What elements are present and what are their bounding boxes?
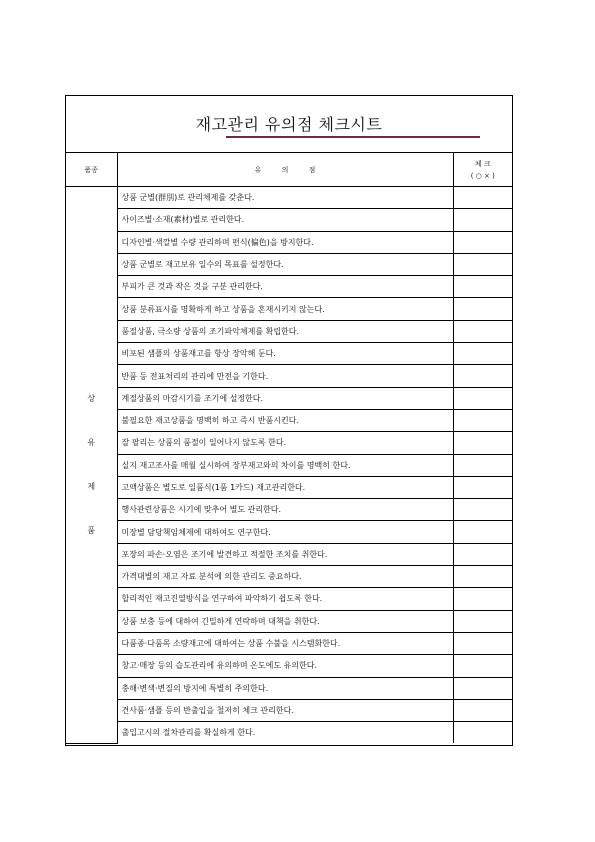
table-row: [66, 343, 512, 365]
check-cell[interactable]: [453, 699, 512, 721]
checklist-item-text: 상품 군별로 재고보유 일수의 목표를 설정한다.: [117, 253, 453, 275]
table-row: [66, 298, 512, 320]
checklist-item-text: 상품 분류표시를 명확하게 하고 상품을 혼재시키지 않는다.: [117, 298, 453, 320]
header-check: 체 크 ( ○ × ): [453, 153, 512, 187]
table-row: [66, 632, 512, 654]
table-row: [66, 387, 512, 409]
check-cell[interactable]: [453, 231, 512, 253]
checklist-item-text: 가격대별의 재고 자료 분석에 의한 관리도 중요하다.: [117, 566, 453, 588]
header-notes: 유 의 점: [117, 153, 453, 187]
check-cell[interactable]: [453, 499, 512, 521]
category-cell: [66, 187, 117, 744]
page-title: 재고관리 유의점 체크시트: [195, 115, 383, 134]
table-row: [66, 432, 512, 454]
table-row: [66, 409, 512, 431]
category-char: 유: [87, 437, 96, 447]
check-cell[interactable]: [453, 632, 512, 654]
check-cell[interactable]: [453, 187, 512, 209]
title-area: [66, 96, 512, 153]
check-cell[interactable]: [453, 320, 512, 342]
check-cell[interactable]: [453, 476, 512, 498]
category-char: 상: [87, 393, 96, 403]
check-cell[interactable]: [453, 276, 512, 298]
checklist-item-text: 행사관련상품은 시기에 맞추어 별도 관리한다.: [117, 499, 453, 521]
checklist-item-text: 비포된 샘플의 상품재고를 항상 장악해 둔다.: [117, 343, 453, 365]
category-char: 제: [87, 481, 96, 491]
checklist-item-text: 상품 군별(群別)로 관리체제를 갖춘다.: [117, 187, 453, 209]
check-cell[interactable]: [453, 253, 512, 275]
checklist-item-text: 잘 팔리는 상품의 품절이 일어나지 않도록 한다.: [117, 432, 453, 454]
table-row: [66, 677, 512, 699]
checklist-item-text: 미장별 담당책임체제에 대하여도 연구한다.: [117, 521, 453, 543]
table-row: [66, 499, 512, 521]
checklist-item-text: 다품종·다품목 소량재고에 대하여는 상품 수불을 시스템화한다.: [117, 632, 453, 654]
header-row: [66, 153, 512, 187]
checklist-item-text: 품절상품, 극소량 상품의 조기파악체제를 확립한다.: [117, 320, 453, 342]
table-row: [66, 209, 512, 231]
check-cell[interactable]: [453, 521, 512, 543]
header-check-sub: ( ○ × ): [470, 171, 495, 180]
table-row: [66, 588, 512, 610]
table-row: [66, 365, 512, 387]
checklist-item-text: 충해·변색·변질의 방지에 특별히 주의한다.: [117, 677, 453, 699]
checklist-item-text: 계절상품의 마감시기를 조기에 설정한다.: [117, 387, 453, 409]
table-row: [66, 320, 512, 342]
check-cell[interactable]: [453, 566, 512, 588]
checklist-item-text: 출입고시의 절차관리를 확실하게 한다.: [117, 722, 453, 744]
table-row: [66, 276, 512, 298]
check-cell[interactable]: [453, 387, 512, 409]
check-cell[interactable]: [453, 454, 512, 476]
check-cell[interactable]: [453, 655, 512, 677]
table-row: [66, 543, 512, 565]
checklist-item-text: 합리적인 재고진열방식을 연구하여 파악하기 쉽도록 한다.: [117, 588, 453, 610]
check-cell[interactable]: [453, 722, 512, 744]
table-row: [66, 187, 512, 209]
check-cell[interactable]: [453, 677, 512, 699]
header-item: 품종: [66, 153, 117, 187]
category-char: 품: [87, 525, 96, 535]
table-row: [66, 610, 512, 632]
checklist-item-text: 불필요한 재고상품을 명백히 하고 즉시 반품시킨다.: [117, 409, 453, 431]
check-cell[interactable]: [453, 543, 512, 565]
table-row: [66, 655, 512, 677]
checklist-item-text: 실지 재고조사를 매월 실시하여 장부재고와의 차이를 명백히 한다.: [117, 454, 453, 476]
table-row: [66, 521, 512, 543]
check-cell[interactable]: [453, 432, 512, 454]
checklist-item-text: 창고·매장 등의 습도관리에 유의하며 온도에도 유의한다.: [117, 655, 453, 677]
table-row: [66, 722, 512, 744]
checklist-item-text: 견사품·샘플 등의 반출입을 철저히 체크 관리한다.: [117, 699, 453, 721]
checklist-table: [66, 153, 512, 744]
table-row: [66, 476, 512, 498]
checklist-sheet: [65, 95, 513, 746]
table-row: [66, 566, 512, 588]
checklist-item-text: 디자인별·색깔별 수량 관리하며 편식(偏色)을 방지한다.: [117, 231, 453, 253]
checklist-item-text: 포장의 파손·오염은 조기에 발견하고 적절한 조치를 취한다.: [117, 543, 453, 565]
check-cell[interactable]: [453, 610, 512, 632]
check-cell[interactable]: [453, 343, 512, 365]
table-row: [66, 699, 512, 721]
title-underline: [226, 136, 480, 138]
checklist-item-text: 사이즈별·소재(素材)별로 관리한다.: [117, 209, 453, 231]
table-row: [66, 231, 512, 253]
check-cell[interactable]: [453, 588, 512, 610]
checklist-item-text: 고액상품은 별도로 일품식(1품 1카드) 재고관리한다.: [117, 476, 453, 498]
checklist-item-text: 부피가 큰 것과 작은 것을 구분 관리한다.: [117, 276, 453, 298]
table-row: [66, 454, 512, 476]
checklist-item-text: 상품 보충 등에 대하여 긴밀하게 연락하며 대책을 취한다.: [117, 610, 453, 632]
check-cell[interactable]: [453, 298, 512, 320]
table-row: [66, 253, 512, 275]
check-cell[interactable]: [453, 409, 512, 431]
check-cell[interactable]: [453, 209, 512, 231]
check-cell[interactable]: [453, 365, 512, 387]
checklist-item-text: 반품 등 전표처리의 관리에 만전을 기한다.: [117, 365, 453, 387]
